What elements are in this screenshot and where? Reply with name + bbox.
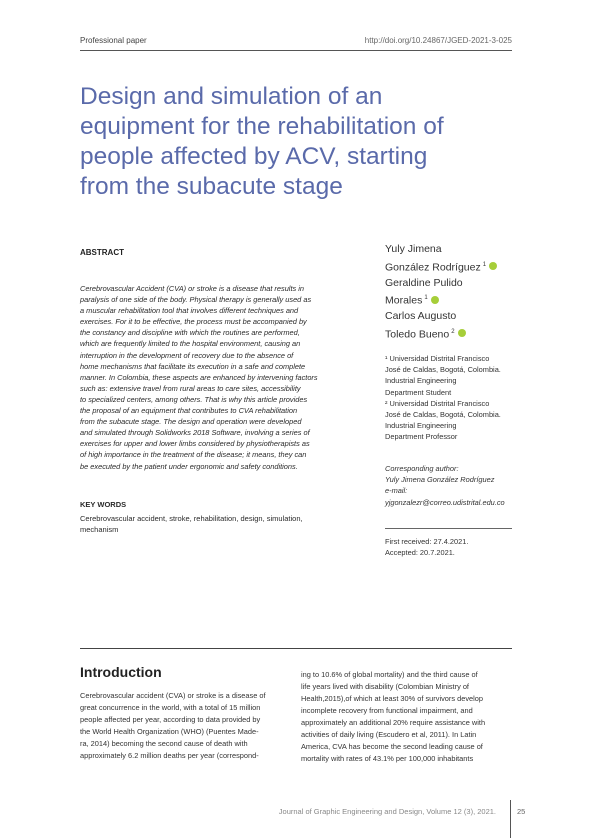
affiliation-line: Industrial Engineering	[385, 376, 457, 386]
title-line: Design and simulation of an	[80, 83, 383, 110]
body-line: people affected per year, according to data provided by	[80, 715, 261, 724]
abstract-line: be executed by the patient under ergonomic and safety conditions.	[80, 461, 298, 471]
email-label: e-mail:	[385, 486, 408, 496]
abstract-line: of high importance in the treatment of the disease; it means, they can	[80, 450, 307, 460]
abstract-line: such as: extensive travel from rural areas to care sites, accessibility	[80, 383, 301, 393]
abstract-line: to specialized centers, among others. That is why this article provides	[80, 394, 308, 404]
body-line: activities of daily living (Escudero et al, 2011). In Latin	[301, 730, 477, 739]
body-line: approximately 6.2 million deaths per year (correspond-	[80, 751, 259, 760]
introduction-heading: Introduction	[80, 664, 162, 680]
abstract-line: the constancy and discipline with which the routines are performed,	[80, 328, 300, 338]
header-divider	[80, 50, 512, 51]
author-name-line: Yuly Jimena	[385, 243, 442, 255]
affiliation-superscript: 1	[482, 261, 487, 268]
affiliation-line: Department Student	[385, 387, 452, 397]
affiliation-line: José de Caldas, Bogotá, Colombia.	[385, 410, 501, 420]
body-line: life years lived with disability (Colombian Ministry of	[301, 682, 469, 691]
orcid-icon[interactable]	[431, 296, 439, 304]
author-name-line	[385, 291, 535, 309]
affiliation-superscript: 2	[451, 328, 455, 335]
author-name-text: González Rodríguez	[385, 261, 481, 273]
keywords-line: mechanism	[80, 525, 119, 534]
body-line: ing to 10.6% of global mortality) and the third cause of	[301, 670, 478, 679]
author-list	[385, 242, 535, 343]
affiliation-superscript: 1	[424, 295, 428, 301]
abstract-line: paralysis of one side of the body. Physical therapy is generally used as	[80, 295, 312, 305]
title-line: equipment for the rehabilitation of	[80, 113, 444, 140]
abstract-line: the proposal of an equipment that contributes to CVA rehabilitation	[80, 406, 298, 416]
abstract-line: interruption in the development of recovery due to the absence of	[80, 350, 294, 360]
article-type-label: Professional paper	[80, 36, 147, 45]
email-link[interactable]: yjgonzalezr@correo.udistrital.edu.co	[385, 497, 505, 507]
footer-divider	[510, 800, 511, 838]
author-name-line: Carlos Augusto	[385, 310, 457, 322]
corresponding-label: Corresponding author:	[385, 464, 459, 473]
abstract-line: exercises. For it to be effective, the process must be accompanied by	[80, 317, 307, 327]
author-name-line	[385, 258, 535, 276]
body-line: Health,2015),of which at least 30% of survivors develop	[301, 694, 483, 703]
affiliations	[385, 353, 535, 443]
affiliation-line: Industrial Engineering	[385, 421, 457, 431]
affiliation-line: ² Universidad Distrital Francisco	[385, 398, 490, 408]
abstract-line: home mechanisms that facilitate its execution in a safe and complete	[80, 361, 306, 371]
abstract-heading: ABSTRACT	[80, 248, 124, 257]
introduction-column-1	[80, 690, 292, 762]
affiliation-line: José de Caldas, Bogotá, Colombia.	[385, 365, 501, 375]
doi-link[interactable]: http://doi.org/10.24867/JGED-2021-3-025	[364, 36, 512, 45]
body-line: approximately an additional 20% require assistance with	[301, 718, 486, 727]
title-line: from the subacute stage	[80, 173, 343, 200]
abstract-line: Cerebrovascular Accident (CVA) or stroke is a disease that results in	[80, 284, 305, 293]
corresponding-author	[385, 463, 535, 508]
keywords-body	[80, 513, 342, 535]
body-line: ra, 2014) becoming the second cause of death with	[80, 739, 248, 748]
title-line: people affected by ACV, starting	[80, 143, 428, 170]
orcid-icon[interactable]	[489, 262, 497, 270]
abstract-line: and simulated through Solidworks 2018 Software, involving a series of	[80, 428, 310, 438]
body-line: incomplete recovery from functional impairment, and	[301, 706, 473, 715]
corresponding-name: Yuly Jimena González Rodríguez	[385, 475, 495, 485]
paper-title	[80, 82, 500, 202]
received-date: First received: 27.4.2021.	[385, 537, 469, 546]
body-line: mortality with rates of 43.1% per 100,000 inhabitants	[301, 754, 474, 763]
dates-divider	[385, 528, 512, 529]
abstract-line: a muscular rehabilitation tool that involves different techniques and	[80, 306, 299, 316]
abstract-line: from the subacute stage. The design and operation were developed	[80, 417, 302, 427]
abstract-body	[80, 283, 342, 472]
author-name-text: Toledo Bueno	[385, 328, 450, 340]
keywords-line: Cerebrovascular accident, stroke, rehabilitation, design, simulation,	[80, 514, 303, 523]
keywords-heading: KEY WORDS	[80, 500, 127, 509]
affiliation-line: ¹ Universidad Distrital Francisco	[385, 354, 490, 363]
body-line: great concurrence in the world, with a total of 15 million	[80, 703, 261, 712]
submission-dates	[385, 536, 535, 558]
abstract-line: exercises for upper and lower limbs considered by physiotherapists as	[80, 439, 310, 449]
affiliation-line: Department Professor	[385, 432, 458, 442]
author-name-line: Geraldine Pulido	[385, 276, 463, 289]
abstract-line: manner. In Colombia, these aspects are enhanced by intervening factors	[80, 372, 318, 382]
body-line: America, CVA has become the second leading cause of	[301, 742, 483, 751]
accepted-date: Accepted: 20.7.2021.	[385, 548, 455, 558]
author-name-text: Morales	[385, 294, 423, 307]
journal-citation: Journal of Graphic Engineering and Design, Volume 12 (3), 2021.	[278, 807, 496, 816]
author-name-line	[385, 325, 535, 343]
body-line: the World Health Organization (WHO) (Puentes Made-	[80, 727, 259, 736]
page-number: 25	[517, 807, 526, 816]
orcid-icon[interactable]	[458, 329, 466, 337]
introduction-column-2	[301, 669, 513, 765]
section-divider	[80, 648, 512, 649]
abstract-line: which are frequently limited to the hospital environment, causing an	[80, 339, 301, 349]
body-line: Cerebrovascular accident (CVA) or stroke is a disease of	[80, 691, 266, 700]
